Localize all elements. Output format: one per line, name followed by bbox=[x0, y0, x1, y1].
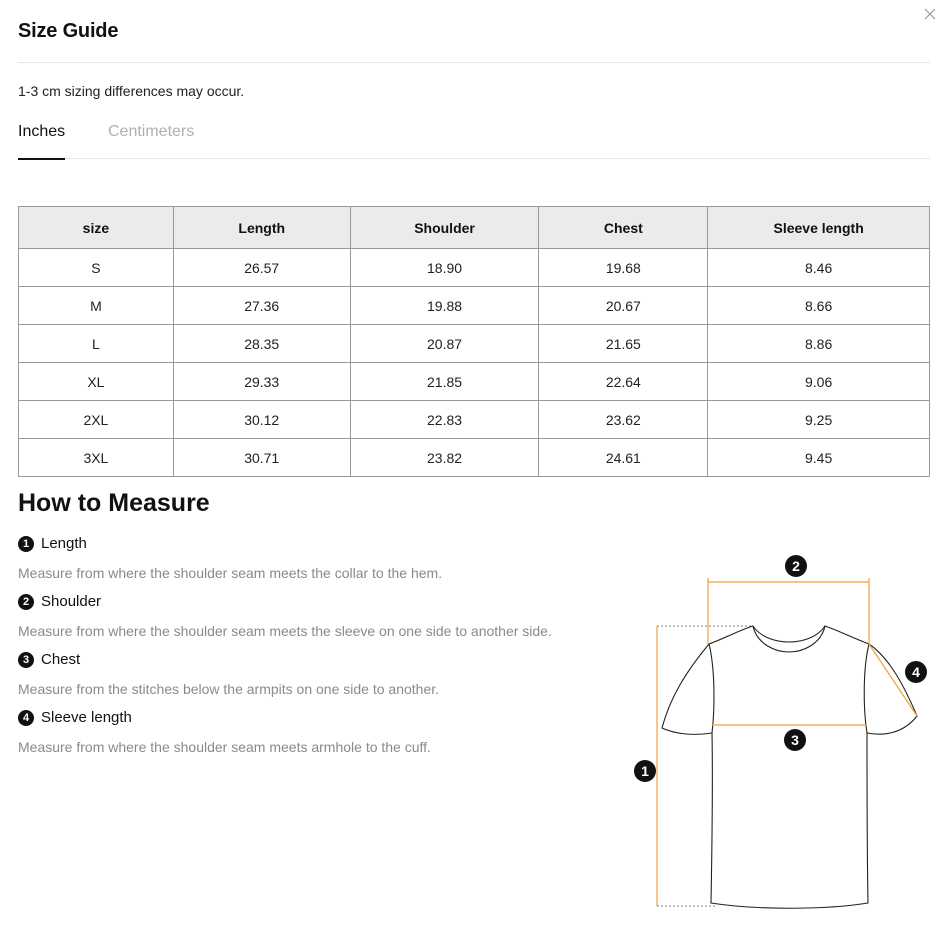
measure-item-sleeve-length bbox=[18, 709, 431, 755]
table-row bbox=[19, 439, 930, 477]
table-cell: 19.88 bbox=[350, 287, 539, 325]
close-icon bbox=[922, 6, 938, 22]
table-cell: 3XL bbox=[19, 439, 174, 477]
table-cell: 8.66 bbox=[708, 287, 930, 325]
table-cell: 9.45 bbox=[708, 439, 930, 477]
table-cell: S bbox=[19, 249, 174, 287]
measure-description: Measure from where the shoulder seam meets armhole to the cuff. bbox=[18, 739, 431, 755]
number-badge: 2 bbox=[18, 594, 34, 610]
table-cell: 9.25 bbox=[708, 401, 930, 439]
table-cell: L bbox=[19, 325, 174, 363]
table-row bbox=[19, 325, 930, 363]
marker-label: 1 bbox=[641, 763, 649, 779]
marker-label: 3 bbox=[791, 732, 799, 748]
number-badge: 4 bbox=[18, 710, 34, 726]
measure-description: Measure from where the shoulder seam meets the sleeve on one side to another side. bbox=[18, 623, 552, 639]
table-cell: 27.36 bbox=[173, 287, 350, 325]
measure-label: Chest bbox=[41, 651, 81, 668]
table-cell: 22.83 bbox=[350, 401, 539, 439]
marker-sleeve bbox=[905, 661, 927, 683]
tab-centimeters[interactable]: Centimeters bbox=[108, 123, 195, 140]
tab-inches[interactable]: Inches bbox=[18, 123, 66, 140]
divider bbox=[18, 62, 930, 63]
table-cell: 9.06 bbox=[708, 363, 930, 401]
table-cell: XL bbox=[19, 363, 174, 401]
table-cell: 8.86 bbox=[708, 325, 930, 363]
table-cell: 23.82 bbox=[350, 439, 539, 477]
table-cell: 2XL bbox=[19, 401, 174, 439]
table-row bbox=[19, 249, 930, 287]
measure-item-length bbox=[18, 535, 442, 581]
table-cell: 19.68 bbox=[539, 249, 708, 287]
table-cell: 20.67 bbox=[539, 287, 708, 325]
marker-label: 2 bbox=[792, 558, 800, 574]
table-row bbox=[19, 401, 930, 439]
number-badge: 3 bbox=[18, 652, 34, 668]
marker-shoulder bbox=[785, 555, 807, 577]
table-cell: 26.57 bbox=[173, 249, 350, 287]
column-header-length: Length bbox=[173, 207, 350, 249]
table-cell: 23.62 bbox=[539, 401, 708, 439]
sizing-note: 1-3 cm sizing differences may occur. bbox=[18, 83, 245, 99]
table-cell: 8.46 bbox=[708, 249, 930, 287]
table-cell: 21.85 bbox=[350, 363, 539, 401]
measure-description: Measure from the stitches below the armpits on one side to another. bbox=[18, 681, 440, 697]
table-cell: 22.64 bbox=[539, 363, 708, 401]
table-cell: 30.71 bbox=[173, 439, 350, 477]
marker-length bbox=[634, 760, 656, 782]
how-to-measure-title: How to Measure bbox=[18, 489, 210, 517]
table-header-row bbox=[19, 207, 930, 249]
number-badge: 1 bbox=[18, 536, 34, 552]
measure-item-shoulder bbox=[18, 593, 552, 639]
table-cell: 29.33 bbox=[173, 363, 350, 401]
measure-label: Sleeve length bbox=[41, 709, 132, 726]
marker-chest bbox=[784, 729, 806, 751]
table-cell: 21.65 bbox=[539, 325, 708, 363]
column-header-chest: Chest bbox=[539, 207, 708, 249]
tshirt-measure-diagram bbox=[625, 548, 935, 918]
table-row bbox=[19, 363, 930, 401]
table-cell: 28.35 bbox=[173, 325, 350, 363]
table-cell: M bbox=[19, 287, 174, 325]
measure-description: Measure from where the shoulder seam meets the collar to the hem. bbox=[18, 565, 443, 581]
modal-title: Size Guide bbox=[18, 20, 119, 42]
unit-tabs bbox=[18, 120, 930, 159]
column-header-sleeve-length: Sleeve length bbox=[708, 207, 930, 249]
measure-label: Shoulder bbox=[41, 593, 102, 610]
table-cell: 20.87 bbox=[350, 325, 539, 363]
tshirt-outline bbox=[662, 626, 917, 908]
table-cell: 18.90 bbox=[350, 249, 539, 287]
table-row bbox=[19, 287, 930, 325]
table-cell: 24.61 bbox=[539, 439, 708, 477]
close-button[interactable] bbox=[922, 6, 938, 22]
column-header-shoulder: Shoulder bbox=[350, 207, 539, 249]
measure-label: Length bbox=[41, 535, 87, 552]
size-table bbox=[18, 206, 930, 477]
table-cell: 30.12 bbox=[173, 401, 350, 439]
column-header-size: size bbox=[19, 207, 174, 249]
marker-label: 4 bbox=[912, 664, 920, 680]
measure-item-chest bbox=[18, 651, 439, 697]
